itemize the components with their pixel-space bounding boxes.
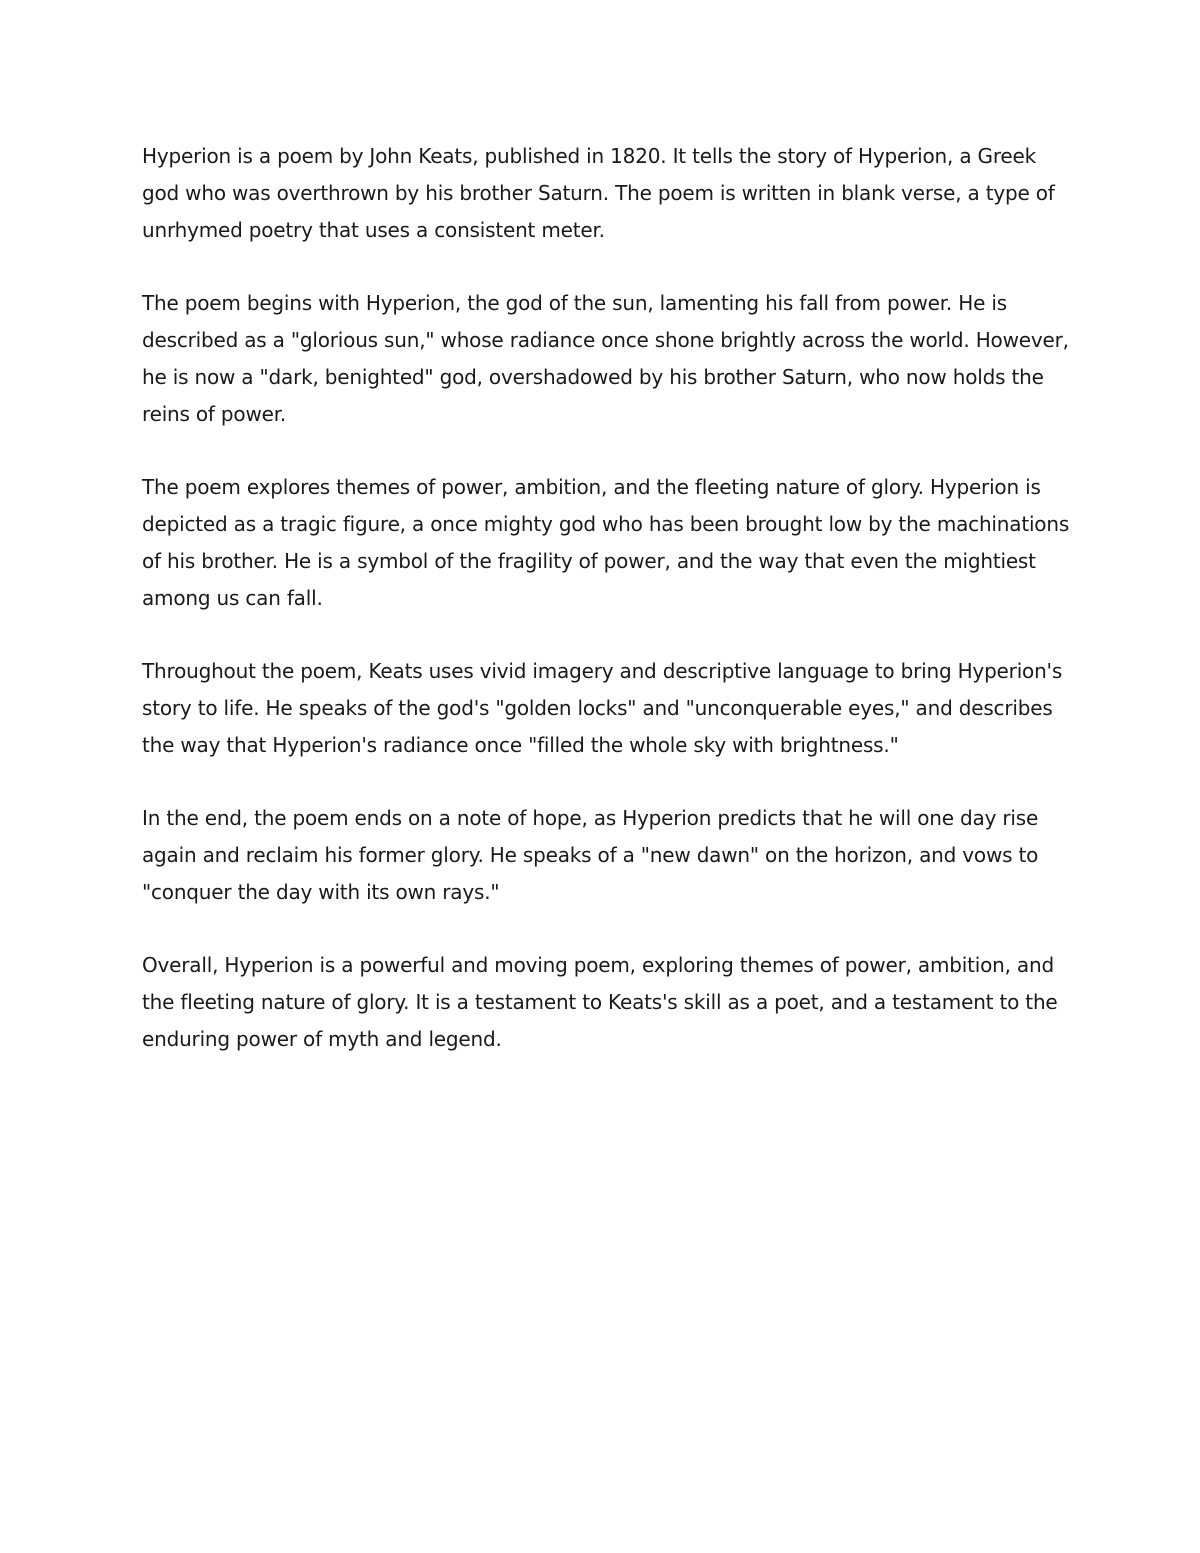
paragraph-lament: The poem begins with Hyperion, the god of the sun, lamenting his fall from power. He is described as a "glorious sun," whose radiance once shone brightly across the world. However, he is now a "dark, benighted" god, overshadowed by his brother Saturn, who now holds the reins of power. xyxy=(142,291,1069,426)
paragraph-themes: The poem explores themes of power, ambition, and the fleeting nature of glory. Hyperion is depicted as a tragic figure, a once mighty god who has been brought low by the machinations of his brother. He is a symbol of the fragility of power, and the way that even the mightiest among us can fall. xyxy=(142,475,1070,610)
paragraph-ending: In the end, the poem ends on a note of hope, as Hyperion predicts that he will one day rise again and reclaim his former glory. He speaks of a "new dawn" on the horizon, and vows to "conquer the day with its own rays." xyxy=(142,806,1039,904)
paragraph-conclusion: Overall, Hyperion is a powerful and moving poem, exploring themes of power, ambition, and the fleeting nature of glory. It is a testament to Keats's skill as a poet, and a testament to the enduring power of myth and legend. xyxy=(142,953,1058,1051)
paragraph-imagery: Throughout the poem, Keats uses vivid imagery and descriptive language to bring Hyperion's story to life. He speaks of the god's "golden locks" and "unconquerable eyes," and describes the way that Hyperion's radiance once "filled the whole sky with brightness." xyxy=(142,659,1063,757)
document-body xyxy=(142,138,1072,1094)
paragraph-intro: Hyperion is a poem by John Keats, published in 1820. It tells the story of Hyperion, a Greek god who was overthrown by his brother Saturn. The poem is written in blank verse, a type of unrhymed poetry that uses a consistent meter. xyxy=(142,144,1055,242)
